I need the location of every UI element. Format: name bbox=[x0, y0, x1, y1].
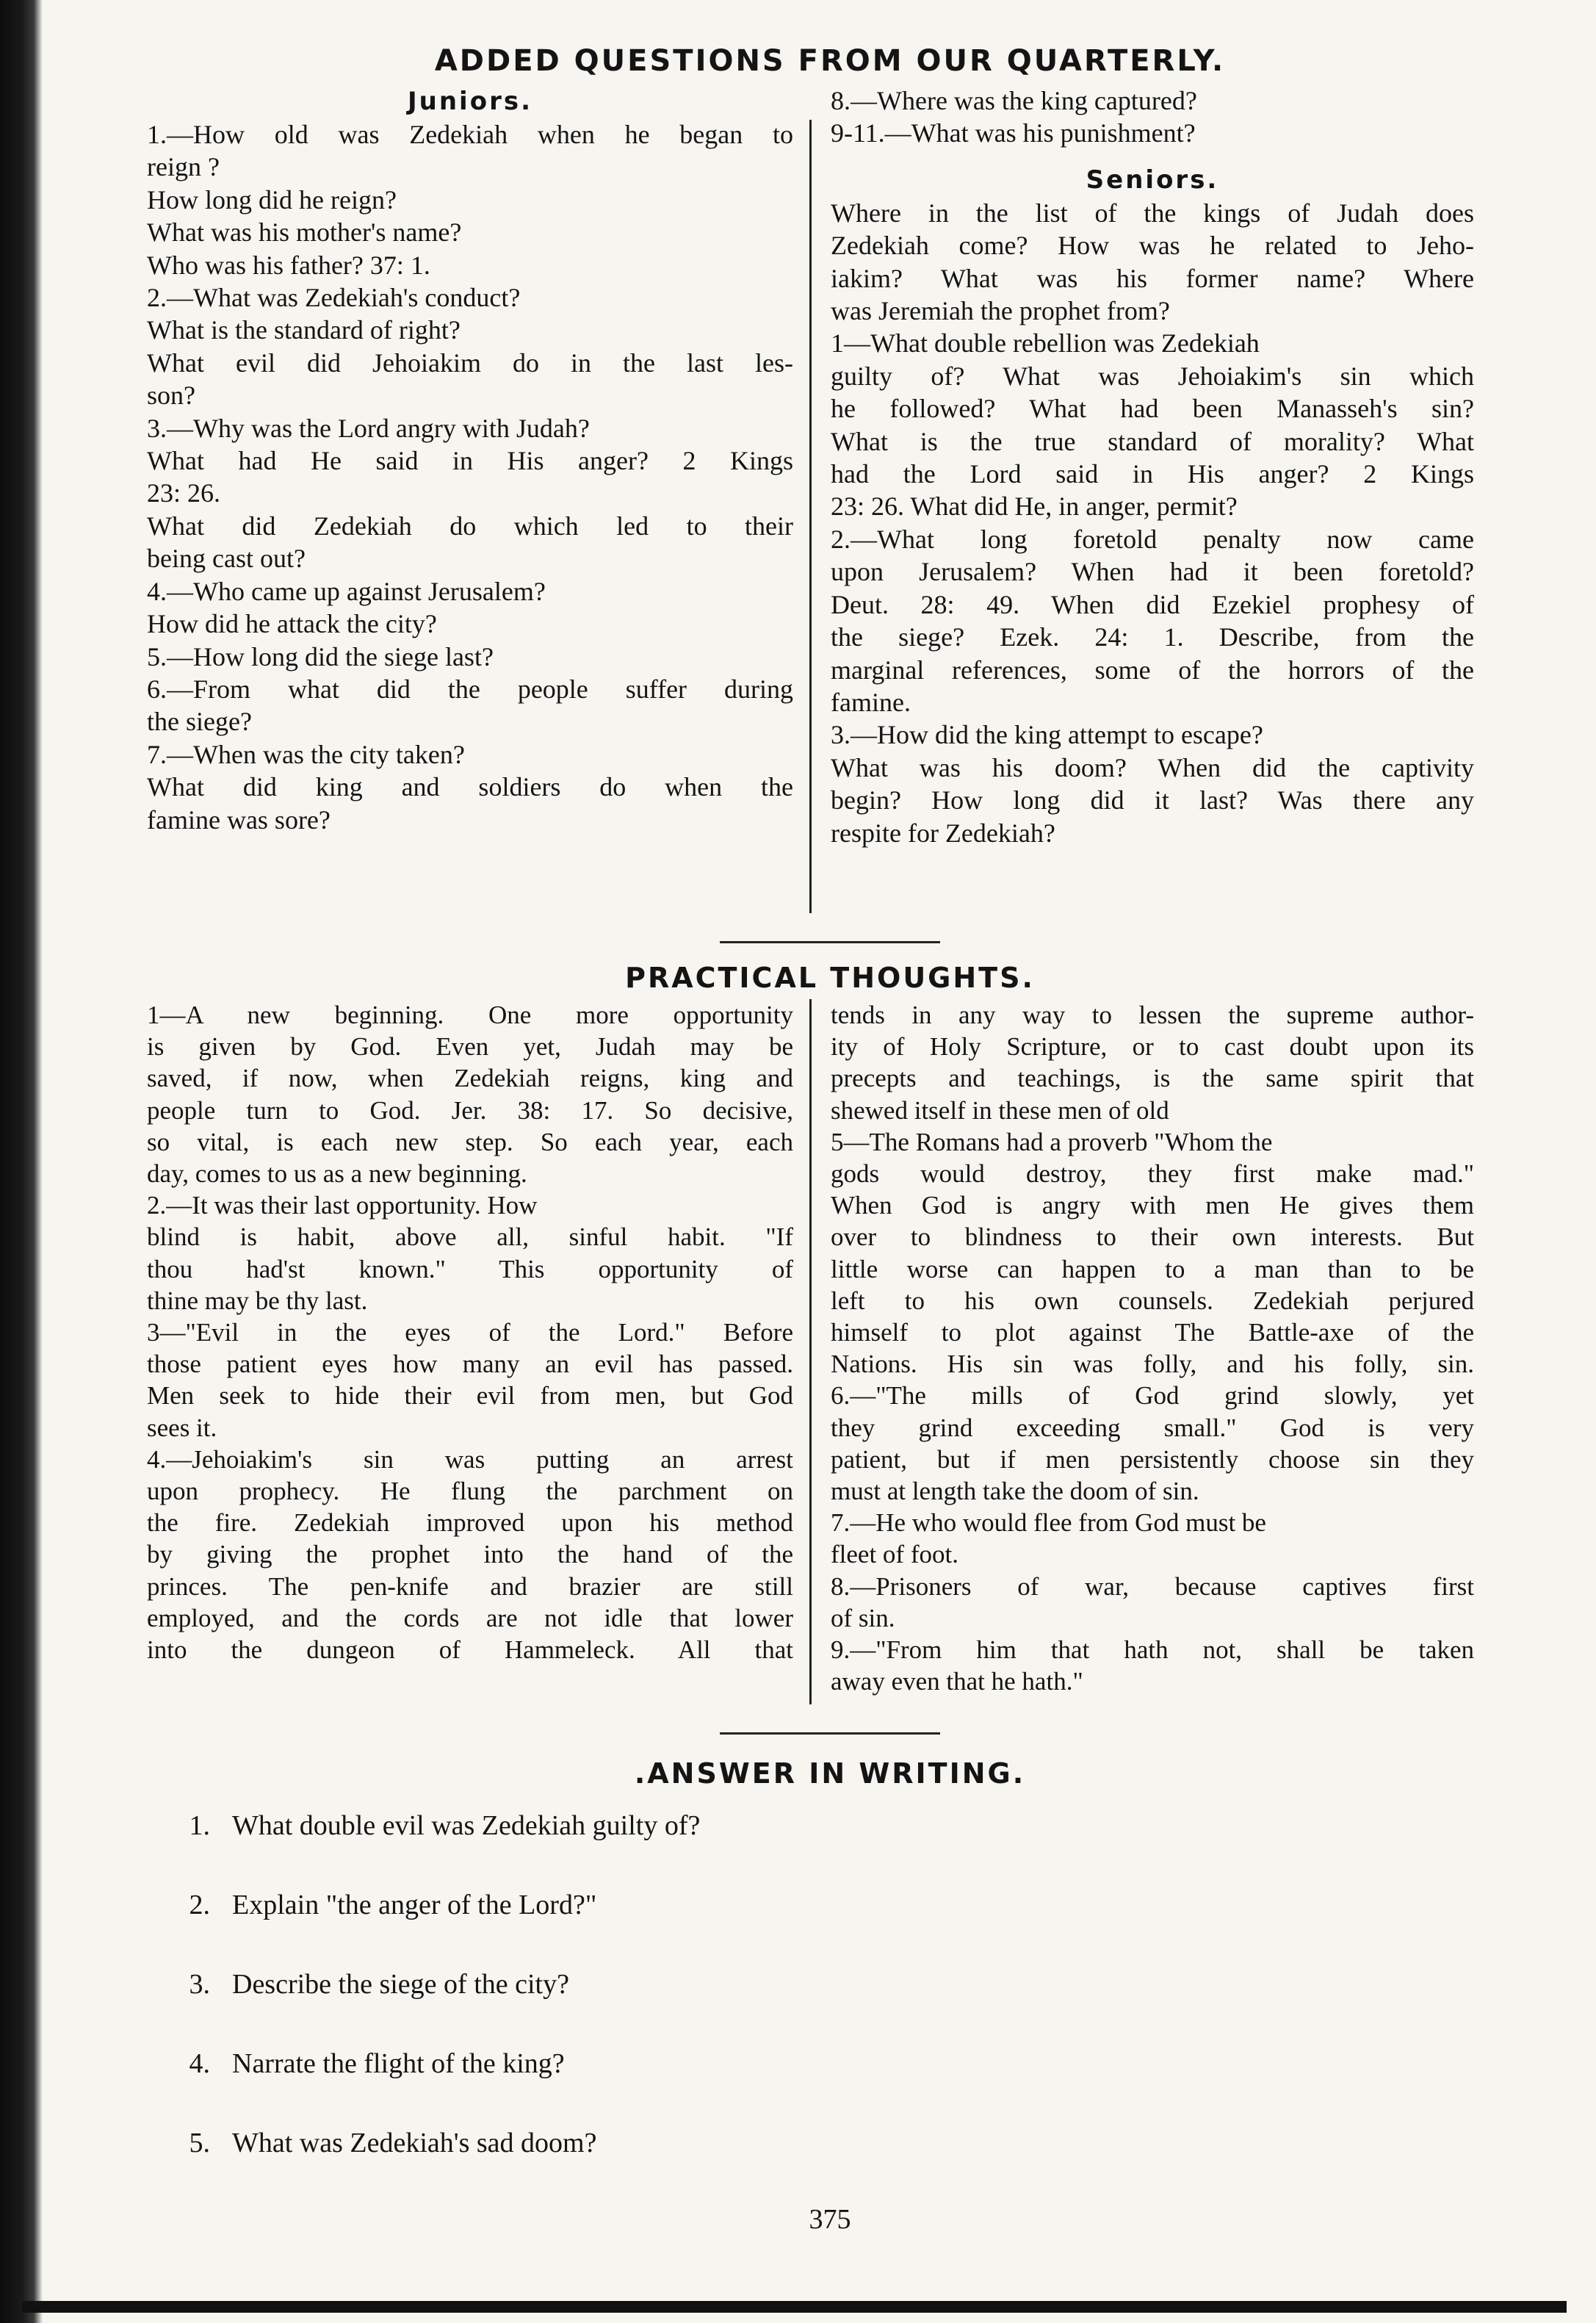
practical-thoughts-heading: PRACTICAL THOUGHTS. bbox=[625, 962, 1035, 994]
question-line: 2.—What was Zedekiah's conduct? bbox=[147, 283, 521, 313]
thought-line: tends in any way to lessen the supreme author- bbox=[831, 1001, 1474, 1029]
question-line: begin? How long did it last? Was there any bbox=[831, 785, 1474, 815]
writing-question-text: Explain "the anger of the Lord?" bbox=[232, 1890, 597, 1920]
seniors-heading: Seniors. bbox=[1086, 165, 1219, 195]
writing-question-text: Describe the siege of the city? bbox=[232, 1969, 569, 2000]
question-line: son? bbox=[147, 381, 195, 411]
juniors-questions bbox=[147, 118, 793, 836]
seniors-questions bbox=[831, 197, 1474, 849]
thought-line: saved, if now, when Zedekiah reigns, king and bbox=[147, 1064, 793, 1093]
thought-line: over to blindness to their own interests. But bbox=[831, 1222, 1474, 1252]
question-line: Who was his father? 37: 1. bbox=[147, 250, 430, 280]
thought-line: ity of Holy Scripture, or to cast doubt upon its bbox=[831, 1032, 1474, 1062]
question-line: 1.—How old was Zedekiah when he began to bbox=[147, 120, 793, 149]
thought-line: little worse can happen to a man than to be bbox=[831, 1254, 1474, 1283]
thought-line: precepts and teachings, is the same spirit that bbox=[831, 1064, 1474, 1093]
question-line: 5.—How long did the siege last? bbox=[147, 641, 494, 671]
page-number: 375 bbox=[809, 2204, 851, 2235]
question-line: How long did he reign? bbox=[147, 184, 397, 215]
question-line: What evil did Jehoiakim do in the last les- bbox=[147, 347, 793, 378]
thought-line: thou had'st known." This opportunity of bbox=[147, 1254, 793, 1283]
practical-thoughts-right bbox=[812, 999, 1474, 1704]
question-line: was Jeremiah the prophet from? bbox=[831, 296, 1170, 326]
question-line: What was his doom? When did the captivity bbox=[831, 752, 1474, 782]
question-line: being cast out? bbox=[147, 544, 306, 574]
question-line: Where in the list of the kings of Judah does bbox=[831, 198, 1474, 228]
writing-question-text: What was Zedekiah's sad doom? bbox=[232, 2128, 597, 2158]
question-line: 8.—Where was the king captured? bbox=[831, 86, 1197, 115]
thought-line: 1—A new beginning. One more opportunity bbox=[147, 1001, 793, 1029]
question-line: guilty of? What was Jehoiakim's sin which bbox=[831, 361, 1474, 391]
writing-question-number: 1. bbox=[189, 1810, 210, 1841]
page-title: ADDED QUESTIONS FROM OUR QUARTERLY. bbox=[434, 44, 1226, 78]
thought-line: left to his own counsels. Zedekiah perjured bbox=[831, 1286, 1474, 1315]
thought-line: the fire. Zedekiah improved upon his method bbox=[147, 1508, 793, 1538]
section-rule bbox=[720, 1732, 940, 1735]
thought-line: day, comes to us as a new beginning. bbox=[147, 1159, 527, 1189]
book-spine-shadow bbox=[0, 0, 43, 2323]
page-content bbox=[147, 40, 1513, 2236]
question-line: famine was sore? bbox=[147, 804, 331, 835]
question-line: 3.—How did the king attempt to escape? bbox=[831, 720, 1263, 750]
question-line: 3.—Why was the Lord angry with Judah? bbox=[147, 413, 590, 443]
questions-columns bbox=[147, 84, 1513, 913]
question-line: respite for Zedekiah? bbox=[831, 818, 1055, 848]
thought-line: thine may be thy last. bbox=[147, 1286, 368, 1315]
thought-line: 7.—He who would flee from God must be bbox=[831, 1508, 1266, 1538]
thought-line: so vital, is each new step. So each year, each bbox=[147, 1127, 793, 1156]
question-line: What did Zedekiah do which led to their bbox=[147, 511, 793, 541]
thought-line: fleet of foot. bbox=[831, 1540, 958, 1569]
question-line: 23: 26. What did He, in anger, permit? bbox=[831, 491, 1238, 522]
thought-line: 9.—"From him that hath not, shall be taken bbox=[831, 1635, 1474, 1665]
thought-line: shewed itself in these men of old bbox=[831, 1095, 1169, 1125]
writing-question-text: What double evil was Zedekiah guilty of? bbox=[232, 1810, 701, 1841]
juniors-column bbox=[147, 84, 809, 913]
thought-line: 4.—Jehoiakim's sin was putting an arrest bbox=[147, 1444, 793, 1474]
thought-line: Nations. His sin was folly, and his folly, sin. bbox=[831, 1350, 1474, 1379]
question-line: Zedekiah come? How was he related to Jeho- bbox=[831, 231, 1474, 261]
question-line: he followed? What had been Manasseh's sin? bbox=[831, 394, 1474, 424]
writing-question-number: 3. bbox=[189, 1969, 210, 2000]
question-line: What did king and soldiers do when the bbox=[147, 772, 793, 802]
thought-line: by giving the prophet into the hand of the bbox=[147, 1540, 793, 1569]
juniors-questions-continued bbox=[831, 84, 1474, 150]
writing-question-number: 2. bbox=[189, 1890, 210, 1920]
thought-line: When God is angry with men He gives them bbox=[831, 1191, 1474, 1220]
thought-line: 6.—"The mills of God grind slowly, yet bbox=[831, 1381, 1474, 1411]
thought-line: 8.—Prisoners of war, because captives first bbox=[831, 1571, 1474, 1601]
question-line: iakim? What was his former name? Where bbox=[831, 263, 1474, 293]
thought-line: is given by God. Even yet, Judah may be bbox=[147, 1032, 793, 1062]
question-line: famine. bbox=[831, 687, 911, 717]
question-line: 9-11.—What was his punishment? bbox=[831, 118, 1196, 148]
question-line: 4.—Who came up against Jerusalem? bbox=[147, 576, 546, 606]
thought-line: 5—The Romans had a proverb "Whom the bbox=[831, 1127, 1273, 1156]
thought-line: blind is habit, above all, sinful habit. "If bbox=[147, 1222, 793, 1252]
thought-line: patient, but if men persistently choose sin they bbox=[831, 1444, 1474, 1474]
question-line: the siege? Ezek. 24: 1. Describe, from the bbox=[831, 622, 1474, 652]
answer-in-writing-list bbox=[147, 1807, 1513, 2203]
seniors-column bbox=[812, 84, 1474, 913]
question-line: Deut. 28: 49. When did Ezekiel prophesy of bbox=[831, 589, 1474, 619]
thought-line: gods would destroy, they first make mad." bbox=[831, 1159, 1474, 1189]
thought-line: sees it. bbox=[147, 1413, 217, 1442]
question-line: had the Lord said in His anger? 2 Kings bbox=[831, 459, 1474, 489]
thought-line: 3—"Evil in the eyes of the Lord." Before bbox=[147, 1318, 793, 1347]
writing-question-number: 4. bbox=[189, 2048, 210, 2079]
thought-line: those patient eyes how many an evil has passed. bbox=[147, 1350, 793, 1379]
thought-line: 2.—It was their last opportunity. How bbox=[147, 1191, 538, 1220]
thought-line: princes. The pen-knife and brazier are still bbox=[147, 1571, 793, 1601]
thought-line: they grind exceeding small." God is very bbox=[831, 1413, 1474, 1442]
question-line: What was his mother's name? bbox=[147, 217, 462, 248]
thought-line: Men seek to hide their evil from men, but God bbox=[147, 1381, 793, 1411]
question-line: reign ? bbox=[147, 152, 220, 182]
question-line: upon Jerusalem? When had it been foretold? bbox=[831, 557, 1474, 587]
writing-question bbox=[147, 1886, 1513, 1965]
bottom-rule bbox=[22, 2301, 1567, 2313]
writing-question bbox=[147, 1807, 1513, 1886]
practical-thoughts-columns bbox=[147, 999, 1513, 1704]
question-line: 23: 26. bbox=[147, 478, 221, 508]
question-line: What had He said in His anger? 2 Kings bbox=[147, 446, 793, 476]
writing-question-number: 5. bbox=[189, 2128, 210, 2158]
thought-line: into the dungeon of Hammeleck. All that bbox=[147, 1635, 793, 1665]
question-line: What is the standard of right? bbox=[147, 315, 461, 345]
question-line: What is the true standard of morality? What bbox=[831, 426, 1474, 456]
writing-question bbox=[147, 1965, 1513, 2045]
thought-line: must at length take the doom of sin. bbox=[831, 1477, 1199, 1506]
writing-question bbox=[147, 2045, 1513, 2124]
writing-question bbox=[147, 2124, 1513, 2203]
question-line: marginal references, some of the horrors of the bbox=[831, 655, 1474, 685]
thought-line: of sin. bbox=[831, 1603, 895, 1632]
thought-line: people turn to God. Jer. 38: 17. So decisive, bbox=[147, 1095, 793, 1125]
thought-line: himself to plot against The Battle-axe of the bbox=[831, 1318, 1474, 1347]
question-line: 6.—From what did the people suffer during bbox=[147, 674, 793, 704]
question-line: How did he attack the city? bbox=[147, 609, 437, 639]
answer-in-writing-heading: .ANSWER IN WRITING. bbox=[634, 1757, 1026, 1790]
question-line: 2.—What long foretold penalty now came bbox=[831, 524, 1474, 554]
juniors-heading: Juniors. bbox=[408, 87, 532, 116]
thought-line: upon prophecy. He flung the parchment on bbox=[147, 1477, 793, 1506]
question-line: the siege? bbox=[147, 707, 252, 737]
writing-question-text: Narrate the flight of the king? bbox=[232, 2048, 565, 2079]
question-line: 1—What double rebellion was Zedekiah bbox=[831, 328, 1260, 359]
section-rule bbox=[720, 941, 940, 943]
question-line: 7.—When was the city taken? bbox=[147, 739, 465, 769]
practical-thoughts-left bbox=[147, 999, 809, 1704]
thought-line: away even that he hath." bbox=[831, 1667, 1083, 1696]
thought-line: employed, and the cords are not idle that lower bbox=[147, 1603, 793, 1632]
